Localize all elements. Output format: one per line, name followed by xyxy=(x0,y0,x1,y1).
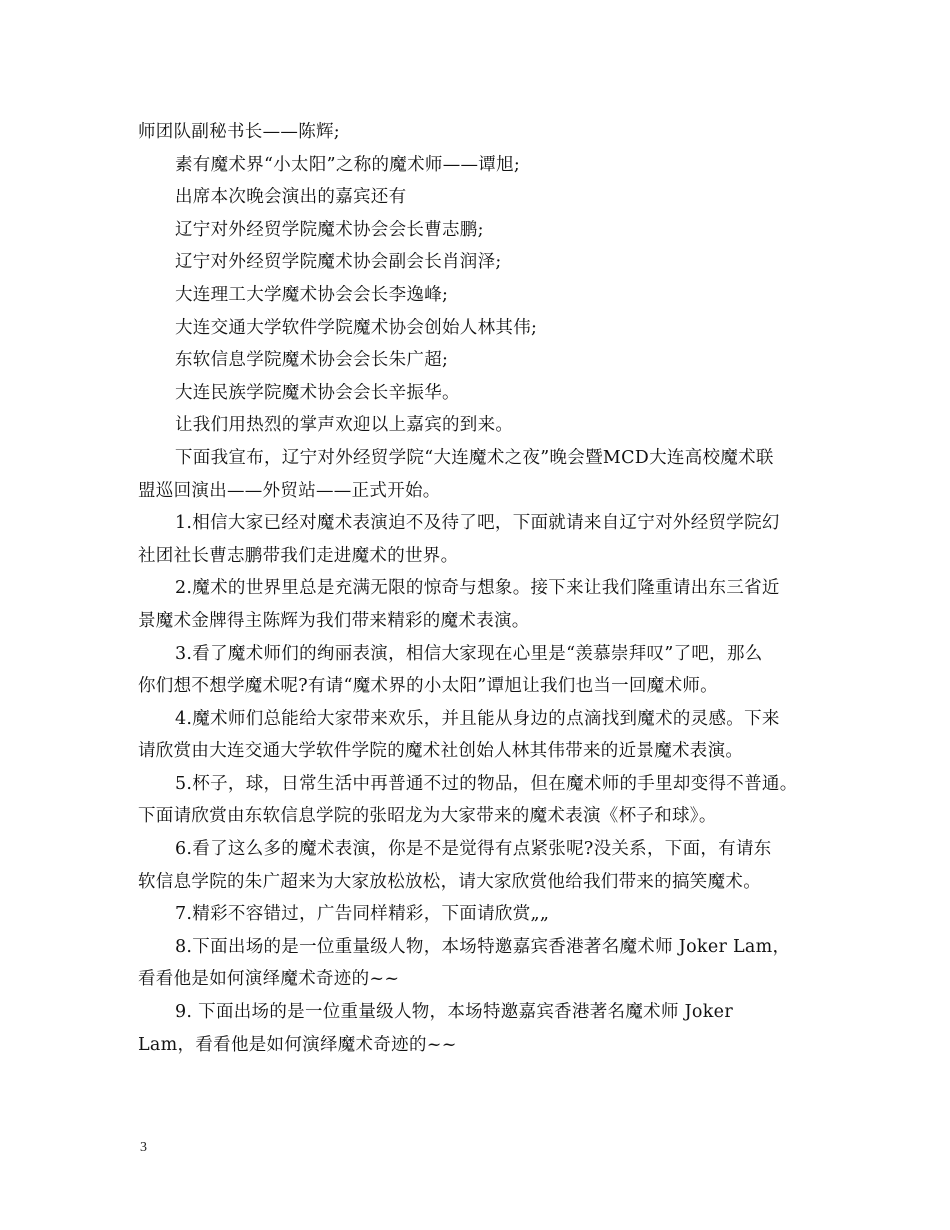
text-line: 下面我宣布，辽宁对外经贸学院“大连魔术之夜”晚会暨MCD大连高校魔术联 xyxy=(175,447,774,468)
text-line: 4.魔术师们总能给大家带来欢乐，并且能从身边的点滴找到魔术的灵感。下来 xyxy=(175,708,780,729)
text-line: 出席本次晚会演出的嘉宾还有 xyxy=(175,187,407,208)
text-line: 师团队副秘书长——陈辉; xyxy=(138,122,340,142)
text-line: 景魔术金牌得主陈辉为我们带来精彩的魔术表演。 xyxy=(138,610,530,631)
text-line: 看看他是如何演绎魔术奇迹的~~ xyxy=(138,969,400,990)
text-line: 6.看了这么多的魔术表演，你是不是觉得有点紧张呢?没关系，下面，有请东 xyxy=(175,839,772,860)
text-line: 9. 下面出场的是一位重量级人物，本场特邀嘉宾香港著名魔术师 Joker xyxy=(175,1002,733,1023)
text-line: 2.魔术的世界里总是充满无限的惊奇与想象。接下来让我们隆重请出东三省近 xyxy=(175,578,780,599)
text-line: 大连理工大学魔术协会会长李逸峰; xyxy=(175,284,449,305)
text-line: 3.看了魔术师们的绚丽表演，相信大家现在心里是“羡慕崇拜叹”了吧，那么 xyxy=(175,643,763,664)
text-line: 1.相信大家已经对魔术表演迫不及待了吧，下面就请来自辽宁对外经贸学院幻 xyxy=(175,513,780,534)
text-line: 下面请欣赏由东软信息学院的张昭龙为大家带来的魔术表演《杯子和球》。 xyxy=(138,806,717,827)
text-line: 你们想不想学魔术呢?有请“魔术界的小太阳”谭旭让我们也当一回魔术师。 xyxy=(138,676,718,697)
text-line: 素有魔术界“小太阳”之称的魔术师——谭旭; xyxy=(175,154,521,175)
text-line: Lam，看看他是如何演绎魔术奇迹的~~ xyxy=(138,1034,457,1055)
text-line: 8.下面出场的是一位重量级人物，本场特邀嘉宾香港著名魔术师 Joker Lam， xyxy=(175,936,791,957)
text-line: 软信息学院的朱广超来为大家放松放松，请大家欣赏他给我们带来的搞笑魔术。 xyxy=(138,871,761,892)
text-line: 大连民族学院魔术协会会长辛振华。 xyxy=(175,382,460,403)
text-line: 社团社长曹志鹏带我们走进魔术的世界。 xyxy=(138,545,459,566)
text-line: 东软信息学院魔术协会会长朱广超; xyxy=(175,350,449,371)
page-number: 3 xyxy=(140,1140,147,1155)
document-body xyxy=(138,116,828,1061)
text-line: 辽宁对外经贸学院魔术协会会长曹志鹏; xyxy=(175,219,484,240)
text-line: 大连交通大学软件学院魔术协会创始人林其伟; xyxy=(175,317,538,338)
text-line: 辽宁对外经贸学院魔术协会副会长肖润泽; xyxy=(175,252,502,273)
text-line: 5.杯子，球，日常生活中再普通不过的物品，但在魔术师的手里却变得不普通。 xyxy=(175,773,798,794)
text-line: 7.精彩不容错过，广告同样精彩，下面请欣赏„„ xyxy=(175,904,550,925)
text-line: 让我们用热烈的掌声欢迎以上嘉宾的到来。 xyxy=(175,415,514,436)
text-line: 请欣赏由大连交通大学软件学院的魔术社创始人林其伟带来的近景魔术表演。 xyxy=(138,741,744,762)
text-line: 盟巡回演出——外贸站——正式开始。 xyxy=(138,480,441,501)
